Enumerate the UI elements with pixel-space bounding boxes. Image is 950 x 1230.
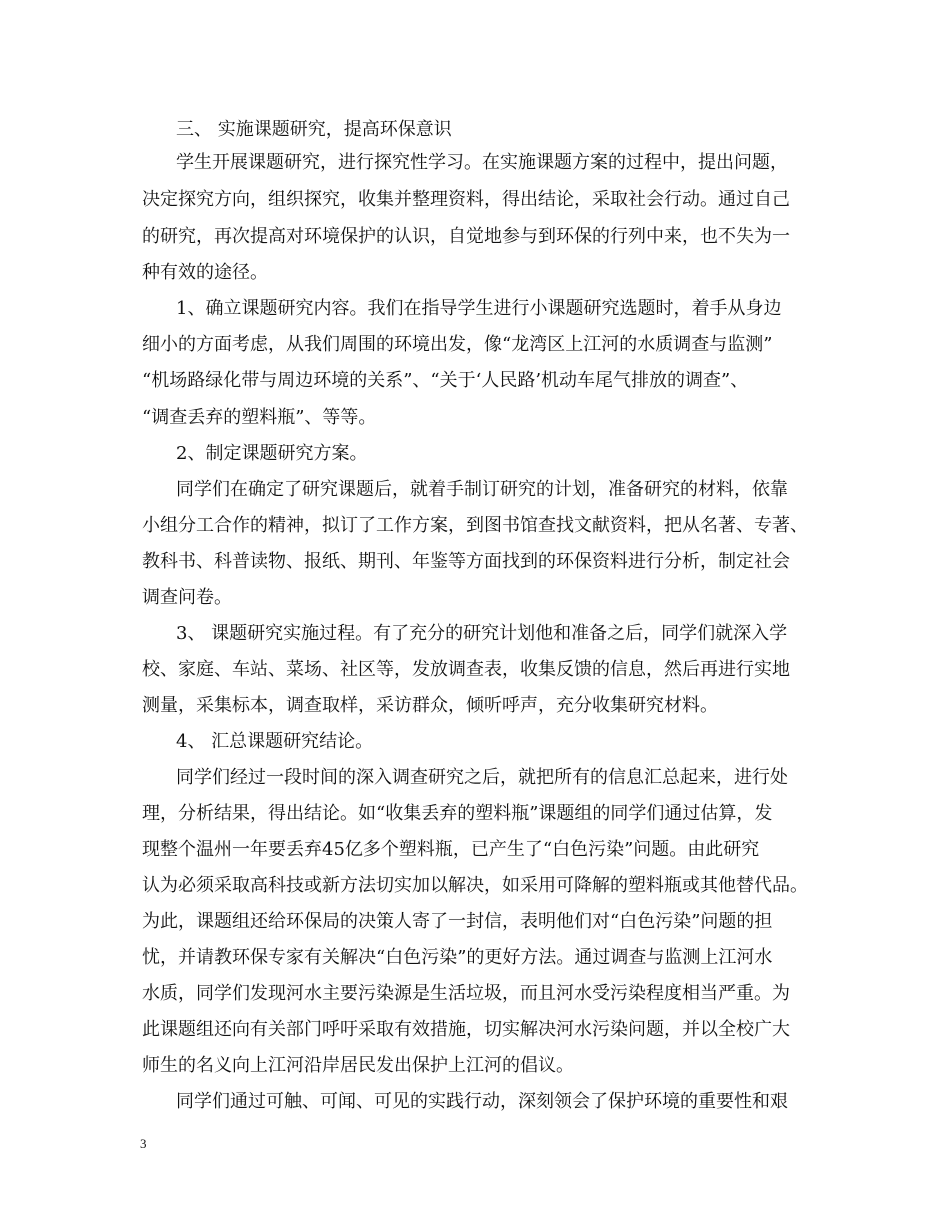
- paragraph-line: 此课题组还向有关部门呼吁采取有效措施，切实解决河水污染问题，并以全校广大: [142, 1019, 790, 1040]
- paragraph-line: 同学们通过可触、可闻、可见的实践行动，深刻领会了保护环境的重要性和艰: [176, 1091, 788, 1112]
- paragraph-line: 调查问卷。: [142, 587, 232, 608]
- list-item-heading: 4、 汇总课题研究结论。: [176, 731, 374, 752]
- paragraph-line: 测量，采集标本，调查取样，采访群众，倾听呼声，充分收集研究材料。: [142, 695, 718, 716]
- paragraph-line: 现整个温州一年要丢弃45亿多个塑料瓶，已产生了“白色污染”问题。由此研究: [142, 839, 760, 860]
- paragraph-line: 教科书、科普读物、报纸、期刊、年鉴等方面找到的环保资料进行分析，制定社会: [142, 551, 790, 572]
- paragraph-line: 同学们经过一段时间的深入调查研究之后，就把所有的信息汇总起来，进行处: [176, 767, 788, 788]
- section-heading: 三、 实施课题研究，提高环保意识: [176, 119, 452, 140]
- paragraph-line: 理，分析结果，得出结论。如“收集丢弃的塑料瓶”课题组的同学们通过估算，发: [142, 803, 773, 824]
- paragraph-line: 学生开展课题研究，进行探究性学习。在实施课题方案的过程中，提出问题，: [176, 152, 788, 173]
- paragraph-line: 决定探究方向，组织探究，收集并整理资料，得出结论，采取社会行动。通过自己: [142, 189, 790, 210]
- paragraph-line: 细小的方面考虑，从我们周围的环境出发，像“龙湾区上江河的水质调查与监测”: [142, 334, 773, 355]
- paragraph-line: 认为必须采取高科技或新方法切实加以解决，如采用可降解的塑料瓶或其他替代品。: [142, 875, 808, 896]
- list-item-heading: 1、确立课题研究内容。我们在指导学生进行小课题研究选题时，着手从身边: [176, 298, 782, 319]
- list-item-heading: 3、 课题研究实施过程。有了充分的研究计划他和准备之后，同学们就深入学: [176, 623, 788, 644]
- paragraph-line: 的研究，再次提高对环境保护的认识，自觉地参与到环保的行列中来，也不失为一: [142, 226, 790, 247]
- paragraph-line: 校、家庭、车站、菜场、社区等，发放调查表，收集反馈的信息，然后再进行实地: [142, 659, 790, 680]
- paragraph-line: “机场路绿化带与周边环境的关系”、“关于‘人民路’机动车尾气排放的调查”、: [142, 370, 749, 391]
- list-item-heading: 2、制定课题研究方案。: [176, 443, 368, 464]
- paragraph-line: 师生的名义向上江河沿岸居民发出保护上江河的倡议。: [142, 1055, 574, 1076]
- paragraph-line: 水质，同学们发现河水主要污染源是生活垃圾，而且河水受污染程度相当严重。为: [142, 983, 790, 1004]
- paragraph-line: 种有效的途径。: [142, 262, 268, 283]
- page-number: 3: [140, 1136, 147, 1151]
- paragraph-line: 忧，并请教环保专家有关解决“白色污染”的更好方法。通过调查与监测上江河水: [142, 947, 773, 968]
- paragraph-line: “调查丢弃的塑料瓶”、等等。: [142, 407, 377, 428]
- paragraph-line: 小组分工合作的精神，拟订了工作方案，到图书馆查找文献资料，把从名著、专著、: [142, 515, 808, 536]
- paragraph-line: 为此，课题组还给环保局的决策人寄了一封信，表明他们对“白色污染”问题的担: [142, 911, 773, 932]
- paragraph-line: 同学们在确定了研究课题后，就着手制订研究的计划，准备研究的材料，依靠: [176, 479, 788, 500]
